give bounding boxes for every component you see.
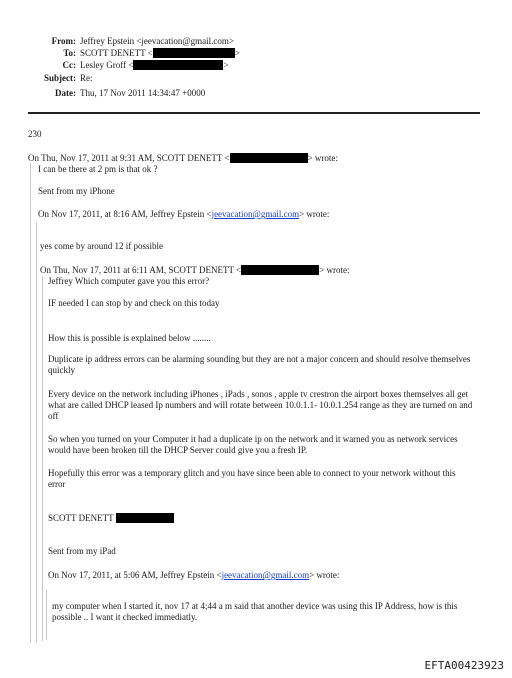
paragraph-4: So when you turned on your Computer it had a duplicate ip on the network and it warned you as network services would have been broken till the DHCP Server could give you a fresh IP. <box>48 434 458 455</box>
from-label: From: <box>51 36 76 46</box>
paragraph-1: How this is possible is explained below ........ <box>48 333 211 343</box>
paragraph-2: Duplicate ip address errors can be alarming sounding but they are not a major concern and should resolve themselves quickly <box>48 354 471 375</box>
quote2-intro-text: On Nov 17, 2011, at 8:16 AM, Jeffrey Epstein < <box>38 209 212 219</box>
from-value: Jeffrey Epstein <jeevacation@gmail.com> <box>80 36 234 46</box>
cc-label: Cc: <box>62 60 76 70</box>
to-name: SCOTT DENETT < <box>80 48 153 58</box>
subject-value: Re: <box>80 73 93 83</box>
quote2-line: yes come by around 12 if possible <box>40 241 163 251</box>
paragraph-5: Hopefully this error was a temporary glitch and you have since been able to connect to your network without this error <box>48 468 456 489</box>
quote3-intro-text: On Thu, Nov 17, 2011 at 6:11 AM, SCOTT DENETT < <box>40 265 242 275</box>
quote1-intro <box>28 153 338 164</box>
redaction-box <box>153 48 235 58</box>
quote1-intro-wrote: > wrote: <box>307 153 338 163</box>
redaction-box <box>241 265 319 275</box>
quote-bar-4 <box>46 590 47 640</box>
quote1-line: I can be there at 2 pm is that ok ? <box>38 164 158 174</box>
quote4-intro <box>48 570 339 581</box>
date-label: Date: <box>55 88 76 98</box>
quote4-line: my computer when I started it, nov 17 at 4;44 a m said that another device was using this IP Address, how is this possible .. I want it checked immediatly. <box>52 601 458 622</box>
quote-bar-1 <box>30 163 31 643</box>
sent-from-iphone: Sent from my iPhone <box>38 186 115 196</box>
quote3-intro <box>40 265 350 276</box>
date-value: Thu, 17 Nov 2011 14:34:47 +0000 <box>80 88 206 98</box>
message-number: 230 <box>28 129 42 139</box>
subject-label: Subject: <box>44 73 76 83</box>
redaction-box <box>133 60 223 70</box>
cc-close: > <box>223 60 229 70</box>
cc-value <box>80 60 228 71</box>
to-value <box>80 48 240 59</box>
signature-name: SCOTT DENETT <box>48 513 114 523</box>
header-divider <box>28 112 480 114</box>
email-link[interactable]: jeevacation@gmail.com <box>221 570 310 580</box>
quote4-intro-text: On Nov 17, 2011, at 5:06 AM, Jeffrey Epstein < <box>48 570 222 580</box>
quote-bar-3 <box>42 276 43 641</box>
quote3-line1: Jeffrey Which computer gave you this error? <box>48 276 210 286</box>
cc-name: Lesley Groff < <box>80 60 134 70</box>
quote2-intro-wrote: > wrote: <box>299 209 330 219</box>
redaction-box <box>230 153 308 163</box>
to-label: To: <box>63 48 76 58</box>
quote4-intro-wrote: > wrote: <box>309 570 340 580</box>
sent-from-ipad: Sent from my iPad <box>48 546 116 556</box>
quote3-line2: IF needed I can stop by and check on this today <box>48 298 220 308</box>
to-close: > <box>234 48 240 58</box>
quote3-intro-wrote: > wrote: <box>319 265 350 275</box>
email-link[interactable]: jeevacation@gmail.com <box>211 209 300 219</box>
paragraph-3: Every device on the network including iPhones , iPads , sonos , apple tv crestron the airport boxes themselves all get what are called DHCP leased Ip numbers and will rotate between 10.0.1.1- 10.0.1.254 range as they are turned on and off <box>48 389 473 421</box>
quote-bar-2 <box>36 222 37 642</box>
signature <box>48 513 174 524</box>
redaction-box <box>116 513 174 523</box>
quote2-intro <box>38 209 329 220</box>
bates-number: EFTA00423923 <box>424 659 504 672</box>
quote1-intro-text: On Thu, Nov 17, 2011 at 9:31 AM, SCOTT DENETT < <box>28 153 230 163</box>
